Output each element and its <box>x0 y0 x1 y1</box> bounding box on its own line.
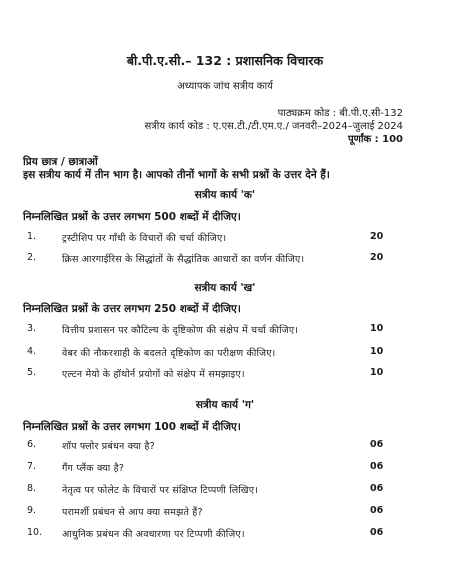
course-code: पाठ्यक्रम कोड : बी.पी.ए.सी-132 <box>277 108 403 119</box>
question-number: 7. <box>27 461 37 472</box>
section-instruction-b: निम्नलिखित प्रश्नों के उत्तर लगभग 250 शब्दों में दीजिए। <box>23 303 241 315</box>
section-instruction-a: निम्नलिखित प्रश्नों के उत्तर लगभग 500 शब्दों में दीजिए। <box>23 211 241 223</box>
question-number: 4. <box>27 346 37 357</box>
question-number: 6. <box>27 439 37 450</box>
question-marks: 06 <box>370 483 384 494</box>
question-text: नेतृत्व पर फोलेट के विचारों पर संक्षिप्त टिप्पणी लिखिए। <box>62 485 259 496</box>
question-text: वित्तीय प्रशासन पर कौटिल्य के दृष्टिकोण की संक्षेप में चर्चा कीजिए। <box>62 325 299 336</box>
question-text: एल्टन मेयो के हॉथोर्न प्रयोगों को संक्षेप में समझाइए। <box>62 369 245 380</box>
question-number: 5. <box>27 367 37 378</box>
question-text: गैंग प्लैंक क्या है? <box>62 463 125 474</box>
question-text: शॉप फ्लोर प्रबंधन क्या है? <box>62 441 155 452</box>
general-instruction: इस सत्रीय कार्य में तीन भाग है। आपको तीनों भागों के सभी प्रश्नों के उत्तर देने हैं। <box>23 169 330 181</box>
section-title-a: सत्रीय कार्य 'क' <box>194 189 256 201</box>
question-text: वेबर की नौकरशाही के बदलते दृष्टिकोण का परीक्षण कीजिए। <box>62 348 276 359</box>
question-number: 1. <box>27 231 37 242</box>
question-marks: 06 <box>370 461 384 472</box>
section-title-c: सत्रीय कार्य 'ग' <box>195 399 255 411</box>
question-text: परामर्शी प्रबंधन से आप क्या समझते हैं? <box>62 507 203 518</box>
question-text: आधुनिक प्रबंधन की अवधारणा पर टिप्पणी कीजिए। <box>62 529 245 540</box>
question-marks: 10 <box>370 346 384 357</box>
question-marks: 06 <box>370 527 384 538</box>
full-marks: पूर्णांक : 100 <box>347 134 403 145</box>
question-marks: 06 <box>370 439 384 450</box>
question-marks: 10 <box>370 367 384 378</box>
question-marks: 20 <box>370 252 384 263</box>
question-marks: 06 <box>370 505 384 516</box>
question-number: 2. <box>27 252 37 263</box>
question-number: 3. <box>27 323 37 334</box>
question-number: 8. <box>27 483 37 494</box>
section-instruction-c: निम्नलिखित प्रश्नों के उत्तर लगभग 100 शब्दों में दीजिए। <box>23 421 241 433</box>
question-marks: 10 <box>370 323 384 334</box>
assignment-code: सत्रीय कार्य कोड : ए.एस.टी./टी.एम.ए./ जनवरी–2024–जुलाई 2024 <box>144 121 403 132</box>
question-number: 9. <box>27 505 37 516</box>
question-number: 10. <box>27 527 43 538</box>
document-title: बी.पी.ए.सी.– 132 : प्रशासनिक विचारक <box>126 53 324 68</box>
section-title-b: सत्रीय कार्य 'ख' <box>194 282 256 294</box>
document-subtitle: अध्यापक जांच सत्रीय कार्य <box>177 81 273 92</box>
question-text: ट्रस्टीशिप पर गाँधी के विचारों की चर्चा कीजिए। <box>62 233 227 244</box>
question-marks: 20 <box>370 231 384 242</box>
salutation: प्रिय छात्र / छात्राओं <box>23 156 98 168</box>
question-text: क्रिस आरगाईरिस के सिद्धांतों के सैद्धांतिक आधारों का वर्णन कीजिए। <box>62 254 305 265</box>
